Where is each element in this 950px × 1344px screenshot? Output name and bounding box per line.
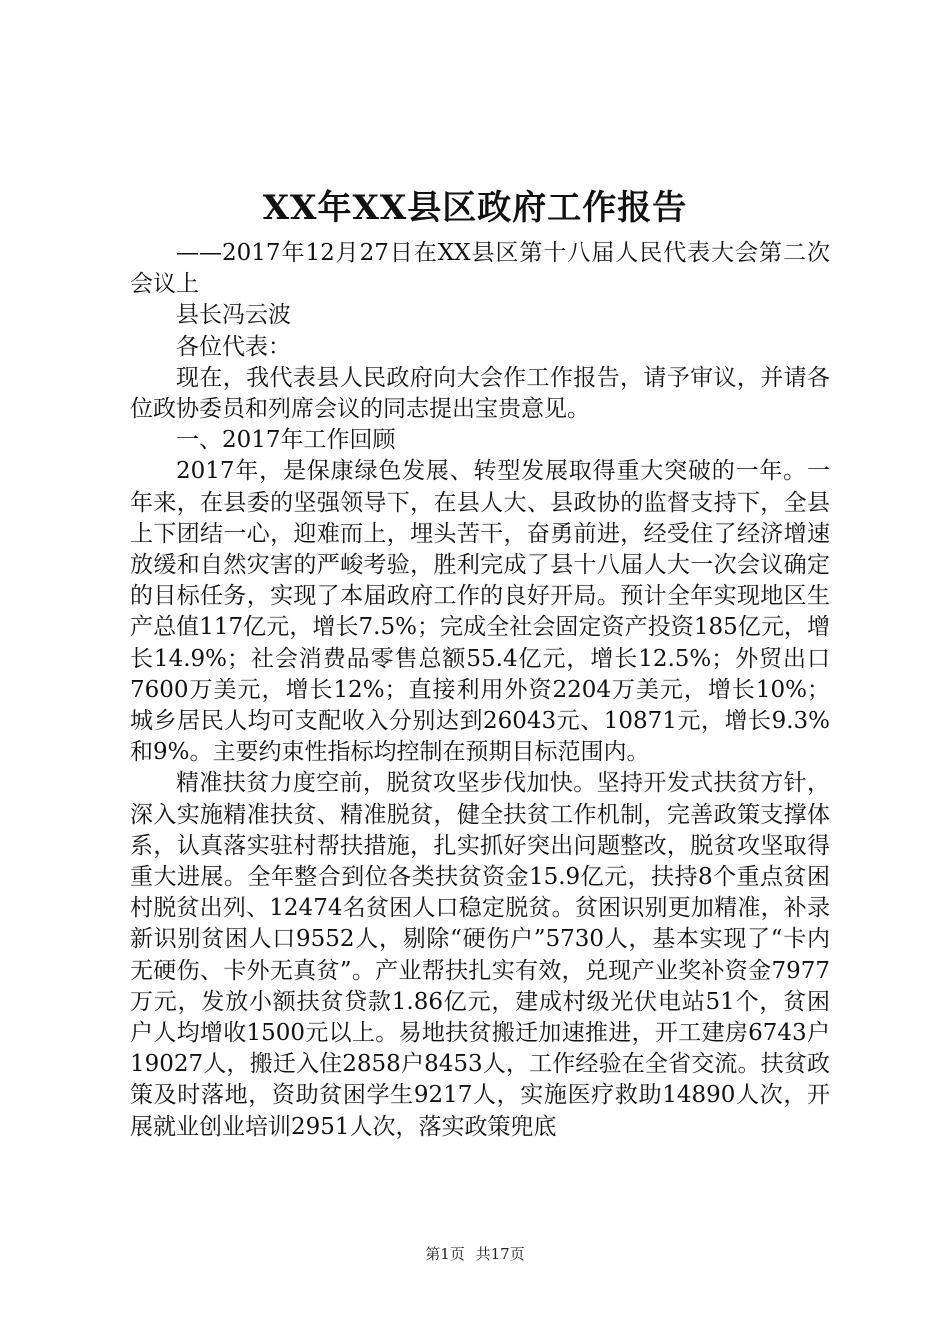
page-number: 第1页 <box>425 1245 465 1263</box>
document-body <box>130 238 830 1143</box>
subtitle-paragraph: ——2017年12月27日在XX县区第十八届人民代表大会第二次会议上 <box>130 240 830 298</box>
poverty-paragraph: 精准扶贫力度空前，脱贫攻坚步伐加快。坚持开发式扶贫方针，深入实施精准扶贫、精准脱贫，健全扶贫工作机制，完善政策支撑体系，认真落实驻村帮扶措施，扎实抓好突出问题整改，脱贫攻坚取得重大进展。全年整合到位各类扶贫资金15.9亿元，扶持8个重点贫困村脱贫出列、12474名贫困人口稳定脱贫。贫困识别更加精准，补录新识别贫困人口9552人，剔除“硬伤户”5730人，基本实现了“卡内无硬伤、卡外无真贫”。产业帮扶扎实有效，兑现产业奖补资金7977万元，发放小额扶贫贷款1.86亿元，建成村级光伏电站51个，贫困户人均增收1500元以上。易地扶贫搬迁加速推进，开工建房6743户19027人，搬迁入住2858户8453人，工作经验在全省交流。扶贫政策及时落地，资助贫困学生9217人，实施医疗救助14890人次，开展就业创业培训2951人次，落实政策兜底 <box>130 770 830 1140</box>
salutation-line: 各位代表： <box>176 333 291 360</box>
intro-paragraph: 现在，我代表县人民政府向大会作工作报告，请予审议，并请各位政协委员和列席会议的同志提出宝贵意见。 <box>130 364 830 423</box>
review-paragraph: 2017年，是保康绿色发展、转型发展取得重大突破的一年。一年来，在县委的坚强领导下，在县人大、县政协的监督支持下，全县上下团结一心，迎难而上，埋头苦干，奋勇前进，经受住了经济增速放缓和自然灾害的严峻考验，胜利完成了县十八届人大一次会议确定的目标任务，实现了本届政府工作的良好开局。预计全年实现地区生产总值117亿元，增长7.5%；完成全社会固定资产投资185亿元，增长14.9%；社会消费品零售总额55.4亿元，增长12.5%；外贸出口7600万美元，增长12%；直接利用外资2204万美元，增长10%；城乡居民人均可支配收入分别达到26043元、10871元，增长9.3%和9%。主要约束性指标均控制在预期目标范围内。 <box>130 458 830 766</box>
page-footer <box>0 1244 950 1264</box>
section-heading: 一、2017年工作回顾 <box>176 427 396 454</box>
page-total: 共17页 <box>475 1245 525 1263</box>
document-title: XX年XX县区政府工作报告 <box>262 188 688 228</box>
speaker-line: 县长冯云波 <box>176 302 291 329</box>
